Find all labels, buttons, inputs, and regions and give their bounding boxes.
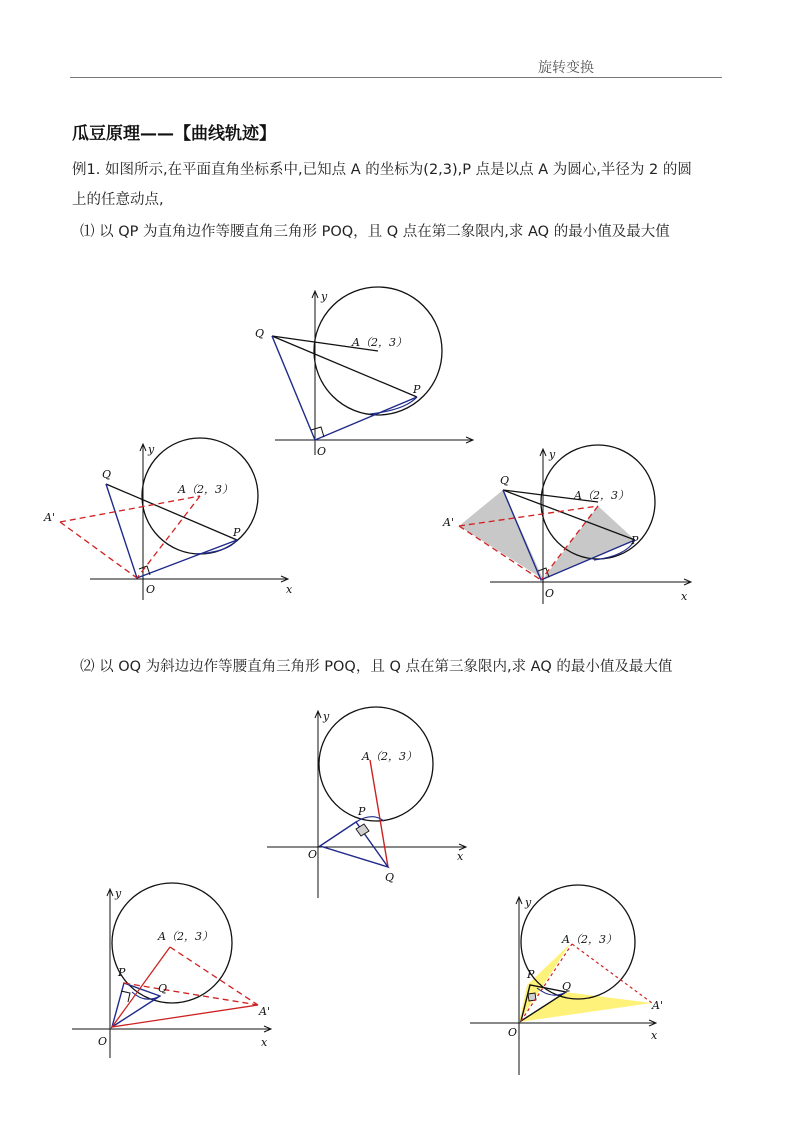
label-x: x [457,850,464,863]
label-a: A（2，3） [178,483,233,496]
figure-2 [40,435,300,605]
label-q: Q [255,327,265,340]
dashed-a-prime-a [60,496,200,522]
label-x: x [651,1029,658,1042]
label-p: P [413,383,421,396]
label-a: A（2，3） [574,489,629,502]
figure-4 [262,705,472,900]
label-x: x [286,583,293,596]
figure-1 [250,285,480,460]
label-y: y [323,710,330,723]
label-o: O [545,587,555,600]
triangle-poq [320,822,388,867]
label-o: O [308,848,318,861]
label-q: Q [500,474,510,487]
label-o: O [508,1026,518,1039]
label-q: Q [102,468,112,481]
label-o: O [317,445,327,458]
label-p: P [358,805,366,818]
figure-3 [435,440,695,610]
dotted-a-a-prime [572,944,652,1003]
example-line-2: 上的任意动点, [72,192,164,208]
header-title: 旋转变换 [538,60,594,76]
part-1-question: ⑴ 以 QP 为直角边作等腰直角三角形 POQ，且 Q 点在第二象限内,求 AQ 的最小值及最大值 [80,224,670,240]
label-o: O [146,583,156,596]
label-y: y [115,887,122,900]
dashed-a-prime-o [60,522,137,578]
section-title: 瓜豆原理——【曲线轨迹】 [72,124,276,144]
segment-aq [370,760,388,867]
label-y: y [549,448,556,461]
label-q: Q [158,982,168,995]
label-x: x [261,1036,268,1049]
label-a: A（2，3） [562,933,617,946]
label-p: P [631,534,639,547]
right-angle-mark [121,991,130,1002]
figure-6 [470,890,680,1080]
circle-a [319,707,433,821]
label-o: O [98,1035,108,1048]
axes [275,291,473,455]
label-y: y [148,443,155,456]
example-line-1: 例1. 如图所示,在平面直角坐标系中,已知点 A 的坐标为(2,3),P 点是以点 A 为圆心,半径为 2 的圆 [72,162,692,178]
label-a-prime: A' [44,511,55,524]
header-rule [70,77,722,78]
dashed-p-a-prime [124,983,258,1005]
label-y: y [525,896,532,909]
label-p: P [527,968,535,981]
label-a-prime: A' [652,999,663,1012]
label-y: y [321,290,328,303]
shaded-triangle-lower [519,992,652,1022]
label-q: Q [385,871,395,884]
segment-oa-prime [112,1005,258,1027]
dashed-a-a-prime [170,947,258,1005]
label-a: A（2，3） [352,336,407,349]
label-p: P [118,966,126,979]
label-p: P [233,526,241,539]
label-a-prime: A' [259,1005,270,1018]
label-a: A（2，3） [158,930,213,943]
part-2-question: ⑵ 以 OQ 为斜边边作等腰直角三角形 POQ，且 Q 点在第三象限内,求 AQ 的最小值及最大值 [80,659,673,675]
label-x: x [681,590,688,603]
label-a: A（2，3） [362,750,417,763]
figure-5 [70,880,290,1070]
label-a-prime: A' [443,516,454,529]
label-q: Q [562,980,572,993]
